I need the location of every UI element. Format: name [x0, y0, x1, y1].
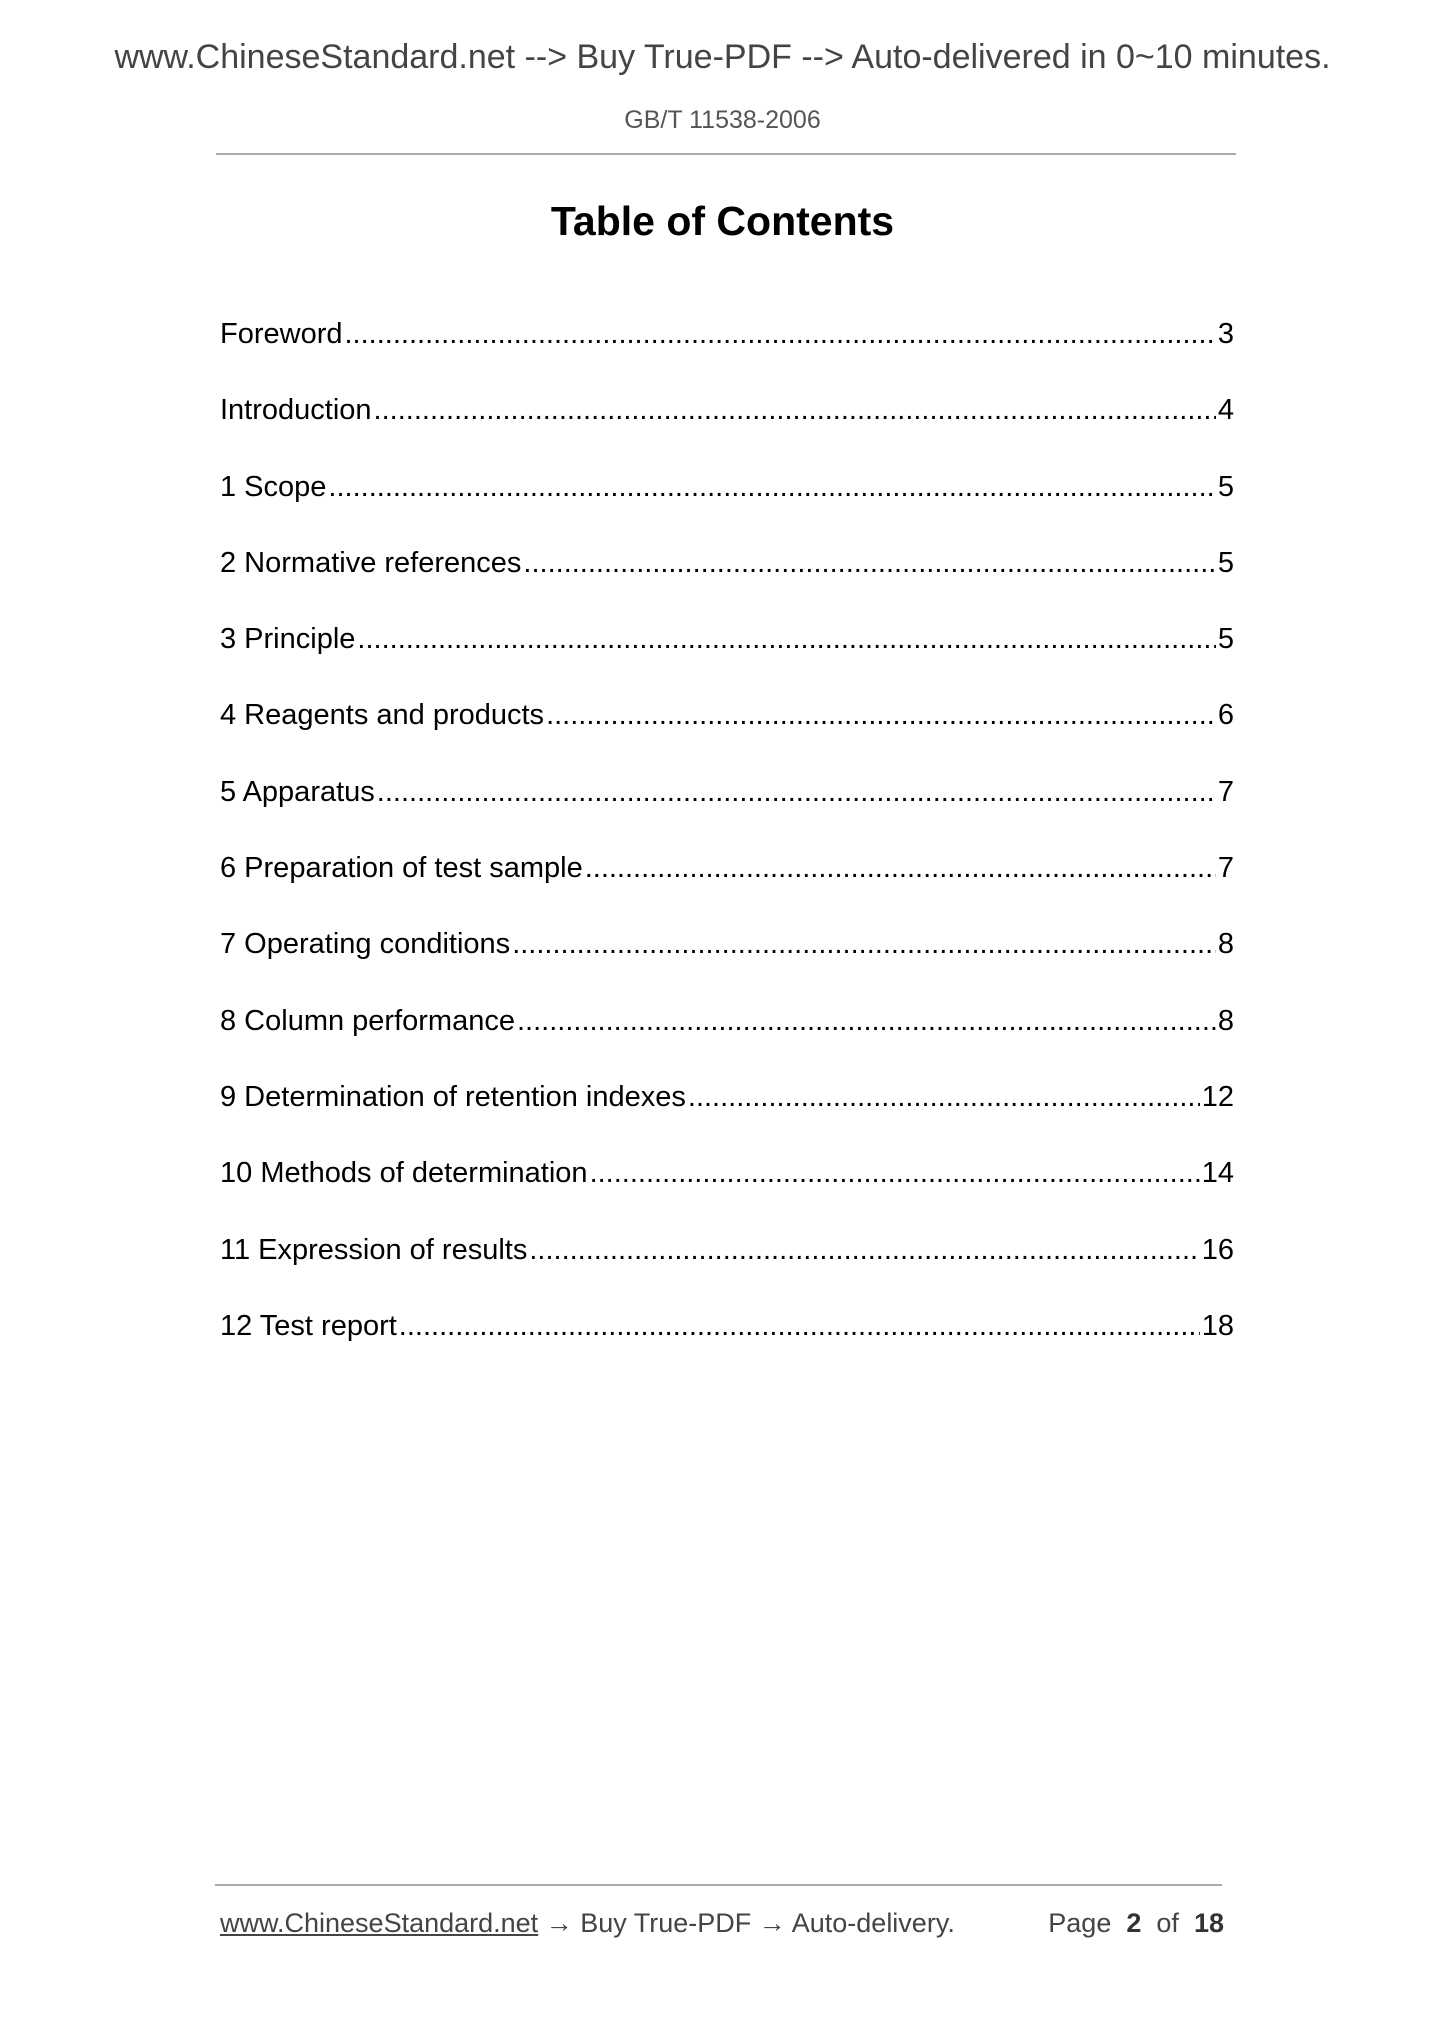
toc-entry[interactable] [220, 1081, 1234, 1157]
current-page: 2 [1126, 1908, 1142, 1938]
toc-entry-label: Introduction [220, 394, 372, 427]
footer-link[interactable]: www.ChineseStandard.net [220, 1908, 539, 1938]
toc-entry[interactable] [220, 928, 1234, 1004]
footer-text: → Buy True-PDF → Auto-delivery. [538, 1908, 955, 1938]
toc-entry-label: 6 Preparation of test sample [220, 852, 583, 885]
dot-leader [399, 1310, 1200, 1343]
toc-entry-page: 5 [1217, 546, 1234, 579]
toc-entry-label: 9 Determination of retention indexes [220, 1080, 686, 1113]
toc-entry[interactable] [220, 699, 1234, 775]
toc-entry-page: 7 [1217, 775, 1234, 808]
dot-leader [345, 318, 1216, 351]
dot-leader [546, 699, 1216, 732]
dot-leader [523, 547, 1215, 580]
footer-divider [215, 1884, 1222, 1886]
toc-entry[interactable] [220, 776, 1234, 852]
toc-entry-page: 4 [1217, 394, 1234, 427]
toc-entry-label: 7 Operating conditions [220, 928, 511, 961]
dot-leader [328, 471, 1215, 504]
toc-entry-page: 3 [1217, 318, 1234, 350]
toc-entry-page: 5 [1217, 623, 1234, 656]
dot-leader [688, 1081, 1200, 1114]
toc-entry[interactable] [220, 1157, 1234, 1233]
toc-entry-page: 16 [1201, 1233, 1234, 1266]
toc-entry-label: 1 Scope [220, 470, 327, 503]
toc-entry-page: 8 [1217, 1004, 1234, 1037]
toc-entry[interactable] [220, 1234, 1234, 1310]
footer [220, 1908, 1224, 1939]
dot-leader [590, 1157, 1200, 1190]
footer-left [220, 1908, 955, 1939]
toc-entry-page: 5 [1217, 470, 1234, 503]
document-id: GB/T 11538-2006 [624, 106, 821, 134]
toc-entry-page: 12 [1201, 1080, 1234, 1113]
dot-leader [512, 928, 1216, 961]
dot-leader [374, 394, 1216, 427]
dot-leader [517, 1005, 1216, 1038]
toc-entry-label: 2 Normative references [220, 546, 522, 579]
dot-leader [377, 776, 1216, 809]
toc-entry[interactable] [220, 623, 1234, 699]
dot-leader [529, 1234, 1199, 1267]
toc-entry-page: 14 [1201, 1157, 1234, 1190]
toc-entry-label: 8 Column performance [220, 1004, 515, 1037]
toc-entry[interactable] [220, 1005, 1234, 1081]
dot-leader [585, 852, 1216, 885]
toc-entry-label: 11 Expression of results [220, 1233, 528, 1266]
toc-entry-label: Foreword [220, 318, 343, 350]
toc-entry-label: 12 Test report [220, 1309, 397, 1342]
toc-entry[interactable] [220, 852, 1234, 928]
page-indicator: Page 2 of 18 [1048, 1908, 1224, 1938]
dot-leader [357, 623, 1215, 656]
toc-entry[interactable] [220, 318, 1234, 394]
total-pages: 18 [1193, 1908, 1224, 1938]
toc-entry-page: 6 [1217, 699, 1234, 732]
toc-entry[interactable] [220, 1310, 1234, 1386]
toc-entry-label: 4 Reagents and products [220, 699, 545, 732]
page-title: Table of Contents [550, 198, 895, 244]
toc-entry-label: 10 Methods of determination [220, 1157, 588, 1190]
toc-entry[interactable] [220, 547, 1234, 623]
toc-entry[interactable] [220, 394, 1234, 470]
toc-entry-label: 5 Apparatus [220, 775, 375, 808]
toc-entry-page: 7 [1217, 852, 1234, 885]
toc-entry-page: 18 [1201, 1309, 1234, 1342]
header-banner: www.ChineseStandard.net --> Buy True-PDF --> Auto-delivered in 0~10 minutes. [114, 38, 1331, 76]
toc-entry-label: 3 Principle [220, 623, 356, 656]
table-of-contents [220, 318, 1234, 1386]
header-divider [216, 153, 1236, 155]
toc-entry-page: 8 [1217, 928, 1234, 961]
toc-entry[interactable] [220, 471, 1234, 547]
